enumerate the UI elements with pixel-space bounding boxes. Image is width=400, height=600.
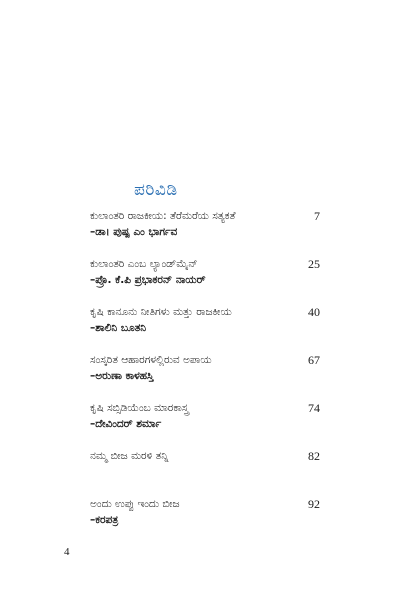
entry-title: ಸಂಸ್ಕರಿತ ಆಹಾರಗಳಲ್ಲಿರುವ ಅಪಾಯ	[90, 354, 212, 366]
entry-page-number: 92	[308, 497, 320, 511]
page-number: 4	[64, 546, 70, 558]
toc-list	[90, 209, 320, 545]
entry-page-number: 74	[308, 401, 320, 415]
entry-title: ಕೃಷಿ ಕಾನೂನು ನೀತಿಗಳು ಮತ್ತು ರಾಜಕೀಯ	[90, 306, 232, 318]
entry-page-number: 67	[308, 353, 320, 367]
toc-entry[interactable]	[90, 209, 320, 257]
entry-title: ಕುಲಾಂತರಿ ಎಂಬ ಲ್ಯಾಂಡ್‌ಮೈನ್	[90, 258, 198, 270]
toc-entry[interactable]	[90, 497, 320, 545]
toc-entry[interactable]	[90, 449, 320, 497]
toc-heading: ಪರಿವಿಡಿ	[134, 180, 178, 200]
entry-page-number: 82	[308, 449, 320, 463]
entry-page-number: 25	[308, 257, 320, 271]
toc-entry[interactable]	[90, 305, 320, 353]
entry-author: –ಶಾಲಿನಿ ಬೂತನಿ	[90, 322, 147, 334]
entry-author: –ಪ್ರೊ. ಕೆ.ಪಿ ಪ್ರಭಾಕರನ್ ನಾಯರ್	[90, 274, 206, 286]
entry-title: ಕುಲಾಂತರಿ ರಾಜಕೀಯ: ತೆರೆಮರೆಯ ಸತ್ಯಕತೆ	[90, 210, 236, 222]
entry-author: –ಕರಪತ್ರ	[90, 514, 119, 526]
entry-title: ಕೃಷಿ ಸಬ್ಸಿಡಿಯೆಂಬ ಮಾರಕಾಸ್ತ್ರ	[90, 402, 189, 414]
entry-page-number: 40	[308, 305, 320, 319]
toc-entry[interactable]	[90, 257, 320, 305]
entry-title: ನಮ್ಮ ಬೀಜ ಮರಳಿ ತನ್ನಿ	[90, 450, 169, 462]
entry-page-number: 7	[314, 209, 320, 223]
toc-entry[interactable]	[90, 353, 320, 401]
entry-author: –ಅರುಣಾ ಕಾಳಹಸ್ತಿ	[90, 370, 154, 382]
entry-author: –ದೇವಿಂದರ್ ಶರ್ಮಾ	[90, 418, 162, 430]
entry-title: ಅಂದು ಉಪ್ಪು ಇಂದು ಬೀಜ	[90, 498, 180, 510]
entry-author: –ಡಾ। ಪುಷ್ಪ ಎಂ ಭಾರ್ಗವ	[90, 226, 178, 238]
toc-entry[interactable]	[90, 401, 320, 449]
